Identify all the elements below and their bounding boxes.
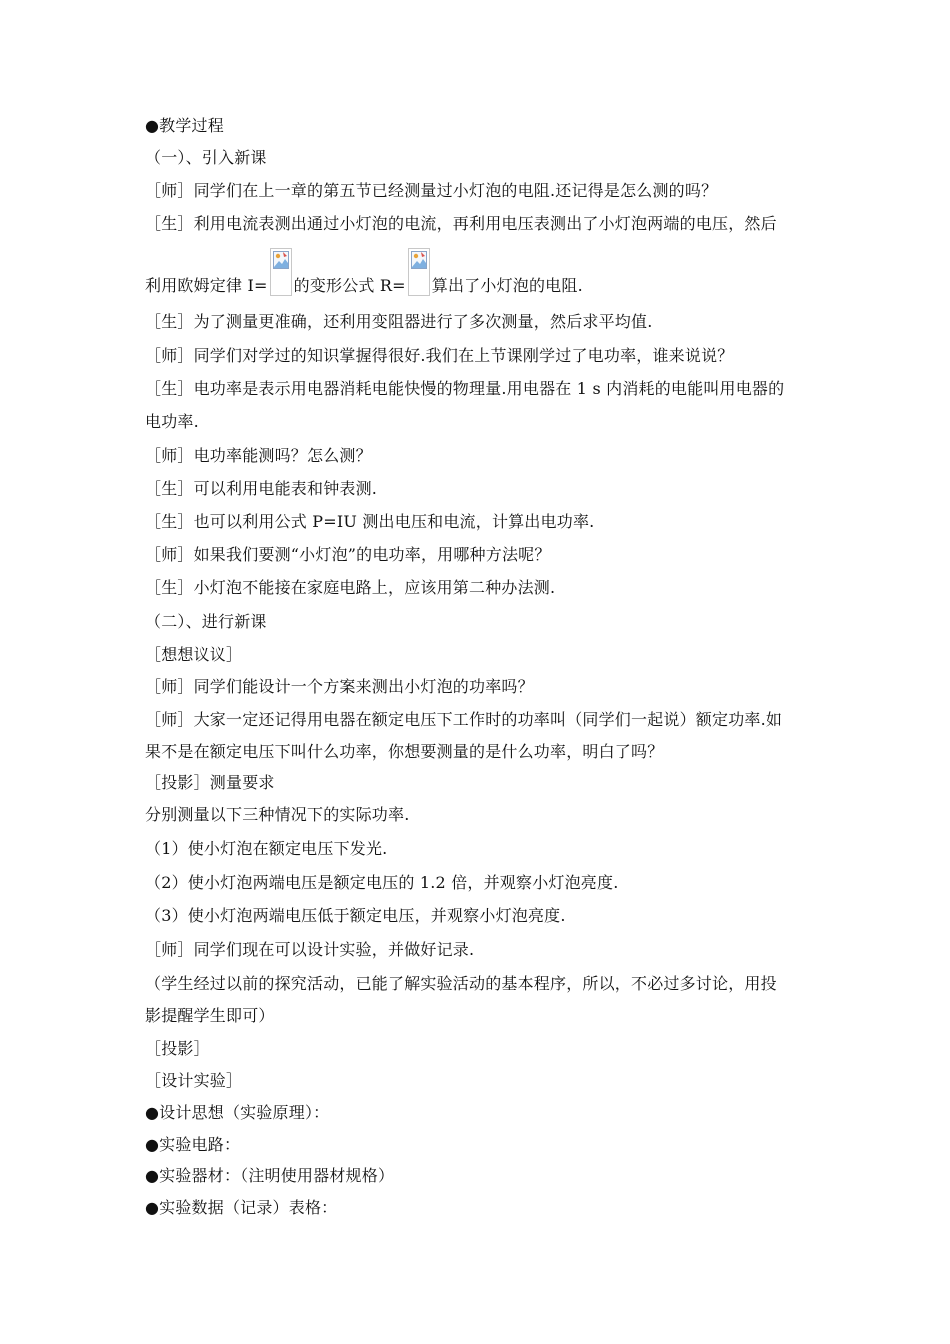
bullet-data-table: ●实验数据（记录）表格： <box>145 1198 338 1217</box>
paragraph-student-5: ［生］也可以利用公式 P=IU 测出电压和电流，计算出电功率. <box>145 512 595 531</box>
paragraph-student-3-cont: 电功率. <box>145 412 199 431</box>
label-think-discuss: ［想想议议］ <box>145 645 243 664</box>
subsection-new-lesson: （二）、进行新课 <box>145 612 267 631</box>
paragraph-note: （学生经过以前的探究活动，已能了解实验活动的基本程序，所以，不必过多讨论，用投 <box>145 974 777 993</box>
broken-image-icon <box>408 248 430 296</box>
formula-line <box>145 244 805 296</box>
paragraph-teacher-1: ［师］同学们在上一章的第五节已经测量过小灯泡的电阻.还记得是怎么测的吗？ <box>145 181 718 200</box>
label-projection: ［投影］ <box>145 1039 210 1058</box>
broken-image-icon <box>270 248 292 296</box>
list-item-1: （1）使小灯泡在额定电压下发光. <box>145 839 388 858</box>
paragraph-measure-intro: 分别测量以下三种情况下的实际功率. <box>145 805 410 824</box>
formula-text-3: 算出了小灯泡的电阻. <box>431 276 583 295</box>
formula-text-1: 利用欧姆定律 I= <box>145 276 268 295</box>
paragraph-teacher-6-cont: 果不是在额定电压下叫什么功率，你想要测量的是什么功率，明白了吗？ <box>145 742 664 761</box>
bullet-design-idea: ●设计思想（实验原理）： <box>145 1103 330 1122</box>
paragraph-teacher-5: ［师］同学们能设计一个方案来测出小灯泡的功率吗？ <box>145 677 534 696</box>
paragraph-student-2: ［生］为了测量更准确，还利用变阻器进行了多次测量，然后求平均值. <box>145 312 653 331</box>
paragraph-student-1: ［生］利用电流表测出通过小灯泡的电流，再利用电压表测出了小灯泡两端的电压，然后 <box>145 214 777 233</box>
paragraph-teacher-3: ［师］电功率能测吗？怎么测？ <box>145 446 372 465</box>
paragraph-teacher-2: ［师］同学们对学过的知识掌握得很好.我们在上节课刚学过了电功率，谁来说说？ <box>145 346 734 365</box>
list-item-2: （2）使小灯泡两端电压是额定电压的 1.2 倍，并观察小灯泡亮度. <box>145 873 619 892</box>
paragraph-teacher-6: ［师］大家一定还记得用电器在额定电压下工作时的功率叫（同学们一起说）额定功率.如 <box>145 710 783 729</box>
paragraph-teacher-4: ［师］如果我们要测“小灯泡”的电功率，用哪种方法呢？ <box>145 545 551 564</box>
paragraph-teacher-7: ［师］同学们现在可以设计实验，并做好记录. <box>145 940 475 959</box>
bullet-circuit: ●实验电路： <box>145 1135 241 1154</box>
section-heading-teaching-process: ●教学过程 <box>145 116 224 135</box>
formula-text-2: 的变形公式 R= <box>293 276 406 295</box>
paragraph-note-cont: 影提醒学生即可） <box>145 1006 275 1025</box>
paragraph-student-6: ［生］小灯泡不能接在家庭电路上，应该用第二种办法测. <box>145 578 556 597</box>
label-projection-requirements: ［投影］测量要求 <box>145 773 275 792</box>
list-item-3: （3）使小灯泡两端电压低于额定电压，并观察小灯泡亮度. <box>145 906 566 925</box>
bullet-equipment: ●实验器材：（注明使用器材规格） <box>145 1166 395 1185</box>
paragraph-student-4: ［生］可以利用电能表和钟表测. <box>145 479 378 498</box>
paragraph-student-3: ［生］电功率是表示用电器消耗电能快慢的物理量.用电器在 1 s 内消耗的电能叫用电器的 <box>145 379 785 398</box>
label-design-experiment: ［设计实验］ <box>145 1071 243 1090</box>
subsection-intro: （一）、引入新课 <box>145 148 267 167</box>
